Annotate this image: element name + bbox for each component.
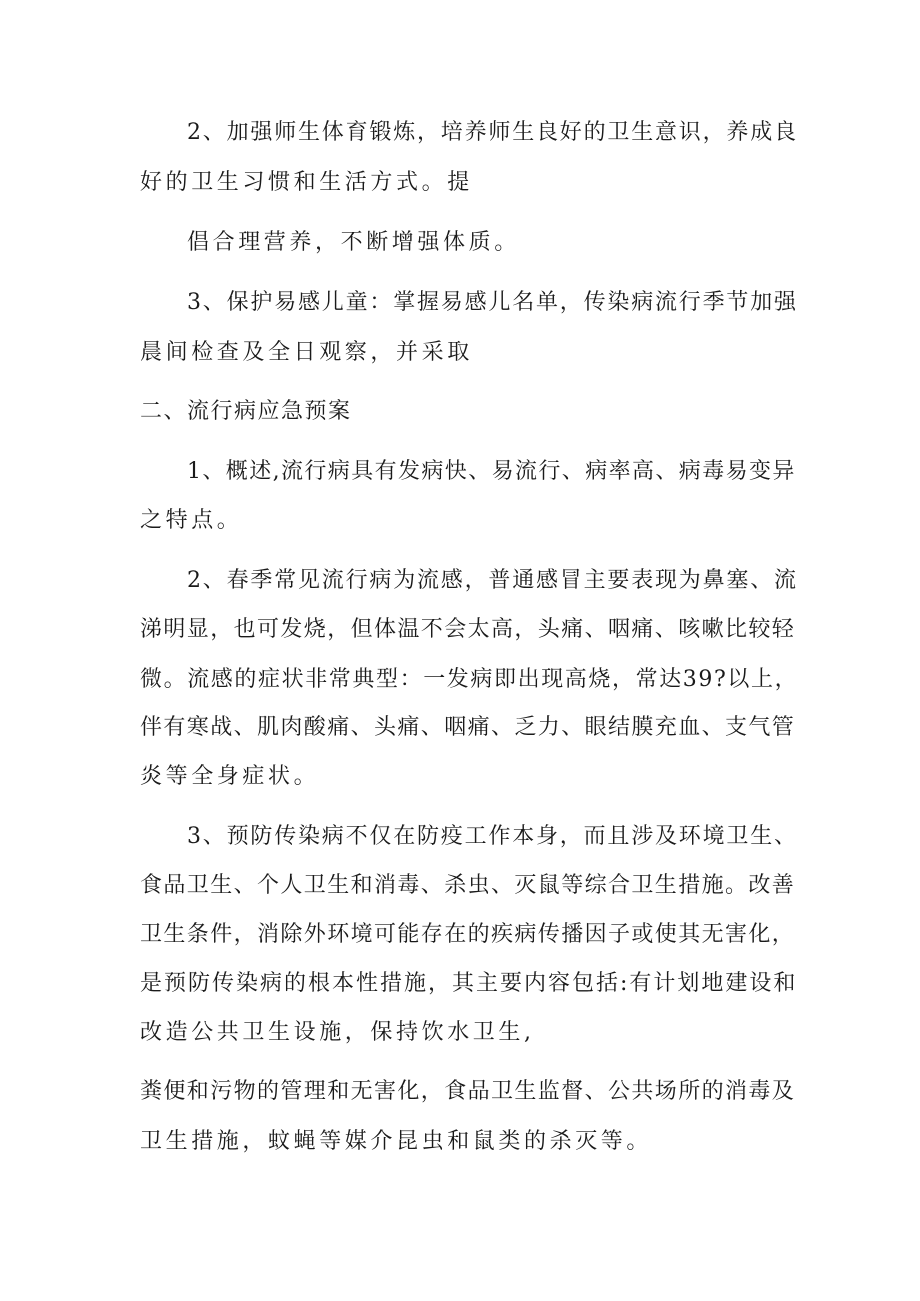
paragraph-line: 3、预防传染病不仅在防疫工作本身，而且涉及环境卫生、 xyxy=(187,824,798,849)
paragraph-line: 卫生措施，蚊蝇等媒介昆虫和鼠类的杀灭等。 xyxy=(140,1129,653,1154)
paragraph-line: 2、春季常见流行病为流感，普通感冒主要表现为鼻塞、流 xyxy=(187,568,798,593)
paragraph-line: 改造公共卫生设施，保持饮水卫生, xyxy=(140,1020,535,1045)
paragraph-line: 好的卫生习惯和生活方式。提 xyxy=(140,170,473,195)
paragraph-line: 之特点。 xyxy=(140,508,243,533)
paragraph-line: 伴有寒战、肌肉酸痛、头痛、咽痛、乏力、眼结膜充血、支气管 xyxy=(140,715,796,740)
paragraph-line: 卫生条件，消除外环境可能存在的疾病传播因子或使其无害化， xyxy=(140,922,796,947)
paragraph-line: 1、概述,流行病具有发病快、易流行、病率高、病毒易变异 xyxy=(187,459,796,484)
paragraph-line: 是预防传染病的根本性措施，其主要内容包括:有计划地建设和 xyxy=(140,971,798,996)
paragraph-line: 微。流感的症状非常典型：一发病即出现高烧，常达39?以上， xyxy=(140,667,799,692)
paragraph-line: 晨间检查及全日观察，并采取 xyxy=(140,340,473,365)
section-heading: 二、流行病应急预案 xyxy=(140,399,352,424)
paragraph-line: 粪便和污物的管理和无害化，食品卫生监督、公共场所的消毒及 xyxy=(140,1079,796,1104)
paragraph-line: 3、保护易感儿童：掌握易感儿名单，传染病流行季节加强 xyxy=(187,290,798,315)
paragraph-line: 2、加强师生体育锻炼，培养师生良好的卫生意识，养成良 xyxy=(187,120,798,145)
paragraph-line: 食品卫生、个人卫生和消毒、杀虫、灭鼠等综合卫生措施。改善 xyxy=(140,873,796,898)
paragraph-line: 倡合理营养，不断增强体质。 xyxy=(187,230,520,255)
paragraph-line: 炎等全身症状。 xyxy=(140,764,320,789)
paragraph-line: 涕明显，也可发烧，但体温不会太高，头痛、咽痛、咳嗽比较轻 xyxy=(140,617,796,642)
